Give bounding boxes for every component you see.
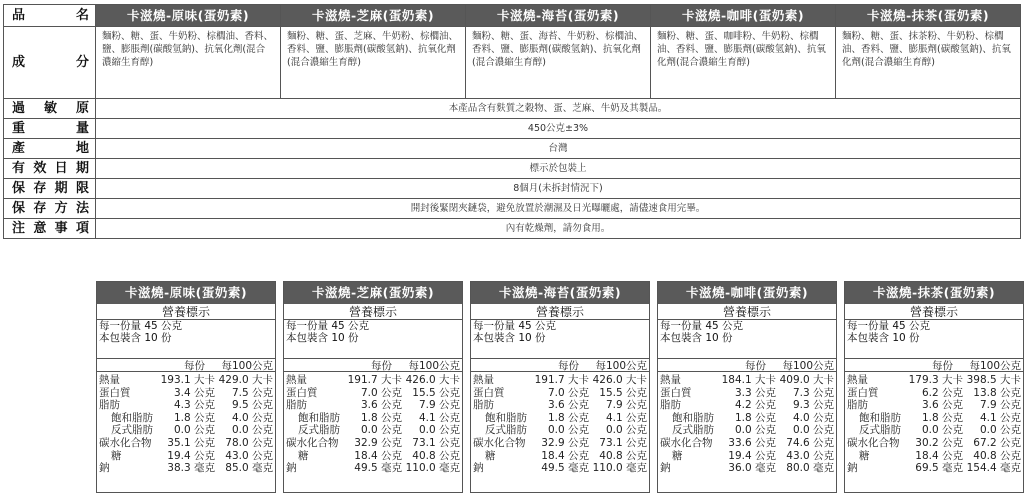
per-100g-value: 74.6 公克 bbox=[786, 436, 834, 449]
per-serving-value: 191.7 大卡 bbox=[347, 374, 402, 386]
nutrient-label: 反式脂肪 bbox=[298, 424, 340, 437]
product-name-cell: 卡滋燒-咖啡(蛋奶素) bbox=[651, 5, 836, 27]
nutrient-row bbox=[471, 450, 649, 463]
storage-value: 開封後緊閉夾鏈袋，避免放置於潮濕及日光曝曬處，請儘速食用完畢。 bbox=[96, 199, 1021, 219]
per-100g-value: 4.1 公克 bbox=[979, 411, 1021, 424]
nutrition-panel bbox=[283, 281, 463, 493]
weight-label: 重量 bbox=[4, 119, 96, 139]
per-100g-value: 40.8 公克 bbox=[412, 449, 460, 462]
per-serving-value: 18.4 公克 bbox=[541, 449, 589, 462]
nutrient-label: 糖 bbox=[111, 449, 122, 462]
per-100g-value: 80.0 毫克 bbox=[786, 462, 834, 475]
product-name-cell: 卡滋燒-海苔(蛋奶素) bbox=[466, 5, 651, 27]
per-serving-header: 每份 bbox=[745, 360, 766, 372]
servings-per-package: 本包裝含 10 份 bbox=[99, 332, 172, 344]
nutrient-label: 糖 bbox=[298, 449, 309, 462]
per-100g-value: 110.0 毫克 bbox=[592, 462, 647, 475]
per-100g-value: 0.0 公克 bbox=[979, 424, 1021, 437]
panel-product-name: 卡滋燒-芝麻(蛋奶素) bbox=[284, 282, 462, 304]
per-100g-header: 每100公克 bbox=[969, 360, 1021, 372]
nutrient-label: 鈉 bbox=[473, 462, 484, 475]
nutrient-label: 飽和脂肪 bbox=[485, 411, 527, 424]
nutrient-row bbox=[658, 399, 836, 412]
nutrient-label: 脂肪 bbox=[473, 399, 494, 412]
per-serving-value: 0.0 公克 bbox=[734, 424, 776, 437]
per-serving-value: 30.2 公克 bbox=[915, 436, 963, 449]
per-serving-value: 18.4 公克 bbox=[354, 449, 402, 462]
nutrient-row bbox=[658, 437, 836, 450]
serving-size: 每一份量 45 公克 bbox=[286, 320, 370, 332]
per-100g-value: 9.3 公克 bbox=[792, 399, 834, 412]
nutrition-column-header bbox=[471, 358, 649, 372]
panel-product-name: 卡滋燒-原味(蛋奶素) bbox=[97, 282, 275, 304]
nutrient-row bbox=[658, 462, 836, 475]
per-100g-value: 398.5 大卡 bbox=[966, 374, 1021, 386]
per-serving-value: 191.7 大卡 bbox=[534, 374, 589, 386]
ingredients-cell: 麵粉、糖、蛋、牛奶粉、棕櫚油、香料、鹽、膨脹劑(碳酸氫鈉)、抗氧化劑(混合濃縮生育醇) bbox=[96, 27, 281, 99]
nutrient-row bbox=[658, 424, 836, 437]
nutrition-panel bbox=[844, 281, 1024, 493]
per-serving-value: 1.8 公克 bbox=[547, 411, 589, 424]
per-serving-value: 6.2 公克 bbox=[921, 386, 963, 399]
per-serving-header: 每份 bbox=[371, 360, 392, 372]
nutrient-row bbox=[471, 387, 649, 400]
weight-row bbox=[4, 119, 1021, 139]
per-serving-value: 18.4 公克 bbox=[915, 449, 963, 462]
product-name-cell: 卡滋燒-抹茶(蛋奶素) bbox=[836, 5, 1021, 27]
nutrition-panel bbox=[96, 281, 276, 493]
per-serving-value: 32.9 公克 bbox=[354, 436, 402, 449]
nutrient-row bbox=[97, 399, 275, 412]
nutrition-title: 營養標示 bbox=[97, 304, 275, 320]
per-100g-value: 73.1 公克 bbox=[599, 436, 647, 449]
nutrient-row bbox=[845, 450, 1023, 463]
nutrient-label: 熱量 bbox=[473, 374, 494, 386]
nutrition-panel bbox=[657, 281, 837, 493]
per-serving-value: 0.0 公克 bbox=[173, 424, 215, 437]
per-serving-value: 49.5 毫克 bbox=[354, 462, 402, 475]
per-serving-value: 4.2 公克 bbox=[734, 399, 776, 412]
per-serving-header: 每份 bbox=[558, 360, 579, 372]
nutrient-row bbox=[845, 399, 1023, 412]
nutrient-row bbox=[97, 424, 275, 437]
per-serving-value: 1.8 公克 bbox=[734, 411, 776, 424]
nutrient-row bbox=[471, 412, 649, 425]
weight-value: 450公克±3% bbox=[96, 119, 1021, 139]
nutrient-row bbox=[471, 374, 649, 387]
nutrition-title: 營養標示 bbox=[658, 304, 836, 320]
per-100g-value: 426.0 大卡 bbox=[592, 374, 647, 386]
nutrition-column-header bbox=[845, 358, 1023, 372]
nutrient-row bbox=[658, 387, 836, 400]
allergen-label: 過敏原 bbox=[4, 99, 96, 119]
nutrient-label: 蛋白質 bbox=[473, 386, 505, 399]
nutrient-label: 飽和脂肪 bbox=[859, 411, 901, 424]
nutrient-row bbox=[845, 374, 1023, 387]
nutrient-rows bbox=[97, 372, 275, 475]
panel-product-name: 卡滋燒-海苔(蛋奶素) bbox=[471, 282, 649, 304]
notes-row bbox=[4, 219, 1021, 239]
nutrient-row bbox=[97, 374, 275, 387]
per-100g-value: 4.1 公克 bbox=[605, 411, 647, 424]
per-serving-value: 3.6 公克 bbox=[547, 399, 589, 412]
nutrient-label: 碳水化合物 bbox=[473, 436, 526, 449]
per-serving-value: 184.1 大卡 bbox=[721, 374, 776, 386]
nutrient-label: 脂肪 bbox=[660, 399, 681, 412]
nutrient-row bbox=[284, 437, 462, 450]
nutrient-row bbox=[97, 387, 275, 400]
nutrition-column-header bbox=[658, 358, 836, 372]
per-serving-header: 每份 bbox=[932, 360, 953, 372]
nutrient-label: 糖 bbox=[485, 449, 496, 462]
serving-size: 每一份量 45 公克 bbox=[847, 320, 931, 332]
per-100g-value: 110.0 毫克 bbox=[405, 462, 460, 475]
nutrition-title: 營養標示 bbox=[284, 304, 462, 320]
per-100g-value: 7.9 公克 bbox=[979, 399, 1021, 412]
per-serving-value: 33.6 公克 bbox=[728, 436, 776, 449]
per-100g-value: 7.5 公克 bbox=[231, 386, 273, 399]
origin-value: 台灣 bbox=[96, 139, 1021, 159]
per-serving-value: 49.5 毫克 bbox=[541, 462, 589, 475]
per-100g-value: 0.0 公克 bbox=[231, 424, 273, 437]
nutrient-row bbox=[658, 450, 836, 463]
shelf-life-row bbox=[4, 179, 1021, 199]
per-100g-value: 7.9 公克 bbox=[418, 399, 460, 412]
per-100g-value: 78.0 公克 bbox=[225, 436, 273, 449]
nutrient-label: 飽和脂肪 bbox=[111, 411, 153, 424]
serving-size: 每一份量 45 公克 bbox=[660, 320, 744, 332]
nutrient-label: 碳水化合物 bbox=[286, 436, 339, 449]
per-100g-header: 每100公克 bbox=[221, 360, 273, 372]
servings-per-package: 本包裝含 10 份 bbox=[660, 332, 733, 344]
nutrient-label: 鈉 bbox=[286, 462, 297, 475]
shelf-life-value: 8個月(未拆封情況下) bbox=[96, 179, 1021, 199]
nutrient-label: 碳水化合物 bbox=[660, 436, 713, 449]
per-serving-value: 3.3 公克 bbox=[734, 386, 776, 399]
allergen-row bbox=[4, 99, 1021, 119]
per-100g-value: 0.0 公克 bbox=[418, 424, 460, 437]
storage-row bbox=[4, 199, 1021, 219]
per-serving-value: 0.0 公克 bbox=[547, 424, 589, 437]
per-100g-value: 4.1 公克 bbox=[418, 411, 460, 424]
per-100g-value: 15.5 公克 bbox=[412, 386, 460, 399]
nutrition-title: 營養標示 bbox=[471, 304, 649, 320]
ingredients-label: 成分 bbox=[4, 27, 96, 99]
origin-row bbox=[4, 139, 1021, 159]
nutrient-label: 糖 bbox=[672, 449, 683, 462]
per-serving-value: 1.8 公克 bbox=[921, 411, 963, 424]
product-spec-table bbox=[3, 4, 1021, 239]
per-serving-value: 19.4 公克 bbox=[728, 449, 776, 462]
per-serving-value: 0.0 公克 bbox=[360, 424, 402, 437]
nutrient-row bbox=[284, 424, 462, 437]
nutrient-label: 脂肪 bbox=[99, 399, 120, 412]
nutrient-rows bbox=[845, 372, 1023, 475]
per-100g-value: 13.8 公克 bbox=[973, 386, 1021, 399]
nutrient-label: 反式脂肪 bbox=[485, 424, 527, 437]
per-100g-value: 9.5 公克 bbox=[231, 399, 273, 412]
nutrient-rows bbox=[658, 372, 836, 475]
nutrition-title: 營養標示 bbox=[845, 304, 1023, 320]
per-serving-value: 3.4 公克 bbox=[173, 386, 215, 399]
servings-per-package: 本包裝含 10 份 bbox=[286, 332, 359, 344]
per-serving-value: 179.3 大卡 bbox=[908, 374, 963, 386]
nutrient-label: 碳水化合物 bbox=[847, 436, 900, 449]
nutrient-row bbox=[845, 412, 1023, 425]
per-serving-value: 36.0 毫克 bbox=[728, 462, 776, 475]
servings-per-package: 本包裝含 10 份 bbox=[847, 332, 920, 344]
nutrient-row bbox=[845, 387, 1023, 400]
per-serving-value: 3.6 公克 bbox=[921, 399, 963, 412]
nutrient-label: 鈉 bbox=[660, 462, 671, 475]
nutrient-label: 鈉 bbox=[99, 462, 110, 475]
nutrient-label: 碳水化合物 bbox=[99, 436, 152, 449]
panel-product-name: 卡滋燒-咖啡(蛋奶素) bbox=[658, 282, 836, 304]
per-serving-value: 3.6 公克 bbox=[360, 399, 402, 412]
expiry-row bbox=[4, 159, 1021, 179]
nutrient-label: 蛋白質 bbox=[99, 386, 131, 399]
product-name-cell: 卡滋燒-芝麻(蛋奶素) bbox=[281, 5, 466, 27]
nutrient-row bbox=[97, 462, 275, 475]
panel-product-name: 卡滋燒-抹茶(蛋奶素) bbox=[845, 282, 1023, 304]
expiry-value: 標示於包裝上 bbox=[96, 159, 1021, 179]
nutrient-row bbox=[845, 462, 1023, 475]
nutrient-row bbox=[284, 450, 462, 463]
nutrition-column-header bbox=[97, 358, 275, 372]
name-label: 品名 bbox=[4, 5, 96, 27]
nutrient-label: 鈉 bbox=[847, 462, 858, 475]
notes-value: 內有乾燥劑，請勿食用。 bbox=[96, 219, 1021, 239]
nutrient-row bbox=[284, 387, 462, 400]
per-100g-value: 15.5 公克 bbox=[599, 386, 647, 399]
nutrient-row bbox=[284, 374, 462, 387]
per-serving-value: 19.4 公克 bbox=[167, 449, 215, 462]
nutrient-row bbox=[471, 437, 649, 450]
servings-per-package: 本包裝含 10 份 bbox=[473, 332, 546, 344]
origin-label: 產地 bbox=[4, 139, 96, 159]
per-100g-header: 每100公克 bbox=[595, 360, 647, 372]
nutrient-label: 飽和脂肪 bbox=[672, 411, 714, 424]
nutrient-row bbox=[845, 437, 1023, 450]
per-serving-value: 7.0 公克 bbox=[547, 386, 589, 399]
nutrient-row bbox=[284, 399, 462, 412]
nutrient-rows bbox=[471, 372, 649, 475]
per-serving-value: 35.1 公克 bbox=[167, 436, 215, 449]
per-100g-value: 154.4 毫克 bbox=[966, 462, 1021, 475]
allergen-value: 本產品含有麩質之穀物、蛋、芝麻、牛奶及其製品。 bbox=[96, 99, 1021, 119]
expiry-label: 有效日期 bbox=[4, 159, 96, 179]
nutrition-column-header bbox=[284, 358, 462, 372]
per-100g-value: 409.0 大卡 bbox=[779, 374, 834, 386]
nutrient-row bbox=[658, 374, 836, 387]
per-100g-value: 0.0 公克 bbox=[605, 424, 647, 437]
serving-size: 每一份量 45 公克 bbox=[473, 320, 557, 332]
per-serving-value: 1.8 公克 bbox=[173, 411, 215, 424]
per-100g-value: 43.0 公克 bbox=[225, 449, 273, 462]
ingredients-row bbox=[4, 27, 1021, 99]
nutrient-label: 糖 bbox=[859, 449, 870, 462]
per-serving-value: 32.9 公克 bbox=[541, 436, 589, 449]
nutrient-row bbox=[97, 412, 275, 425]
nutrient-row bbox=[471, 399, 649, 412]
notes-label: 注意事項 bbox=[4, 219, 96, 239]
per-100g-header: 每100公克 bbox=[408, 360, 460, 372]
nutrient-row bbox=[658, 412, 836, 425]
nutrient-label: 脂肪 bbox=[847, 399, 868, 412]
nutrient-label: 脂肪 bbox=[286, 399, 307, 412]
per-100g-value: 40.8 公克 bbox=[973, 449, 1021, 462]
per-100g-value: 7.9 公克 bbox=[605, 399, 647, 412]
nutrient-label: 熱量 bbox=[99, 374, 120, 386]
nutrient-row bbox=[471, 462, 649, 475]
per-100g-value: 43.0 公克 bbox=[786, 449, 834, 462]
nutrient-label: 反式脂肪 bbox=[859, 424, 901, 437]
ingredients-cell: 麵粉、糖、蛋、海苔、牛奶粉、棕櫚油、香料、鹽、膨脹劑(碳酸氫鈉)、抗氧化劑(混合濃縮生育醇) bbox=[466, 27, 651, 99]
storage-label: 保存方法 bbox=[4, 199, 96, 219]
nutrient-row bbox=[471, 424, 649, 437]
per-100g-value: 429.0 大卡 bbox=[218, 374, 273, 386]
nutrient-label: 熱量 bbox=[660, 374, 681, 386]
nutrient-label: 反式脂肪 bbox=[111, 424, 153, 437]
per-serving-value: 38.3 毫克 bbox=[167, 462, 215, 475]
per-100g-value: 85.0 毫克 bbox=[225, 462, 273, 475]
per-serving-value: 7.0 公克 bbox=[360, 386, 402, 399]
ingredients-cell: 麵粉、糖、蛋、咖啡粉、牛奶粉、棕櫚油、香料、鹽、膨脹劑(碳酸氫鈉)、抗氧化劑(混合濃縮生育醇) bbox=[651, 27, 836, 99]
nutrient-label: 熱量 bbox=[286, 374, 307, 386]
nutrient-label: 蛋白質 bbox=[286, 386, 318, 399]
per-100g-value: 426.0 大卡 bbox=[405, 374, 460, 386]
nutrient-label: 蛋白質 bbox=[660, 386, 692, 399]
nutrient-row bbox=[845, 424, 1023, 437]
product-name-row bbox=[4, 5, 1021, 27]
per-serving-value: 1.8 公克 bbox=[360, 411, 402, 424]
nutrition-panel bbox=[470, 281, 650, 493]
nutrient-row bbox=[284, 412, 462, 425]
nutrient-rows bbox=[284, 372, 462, 475]
per-100g-value: 73.1 公克 bbox=[412, 436, 460, 449]
serving-size: 每一份量 45 公克 bbox=[99, 320, 183, 332]
per-serving-value: 4.3 公克 bbox=[173, 399, 215, 412]
nutrient-label: 反式脂肪 bbox=[672, 424, 714, 437]
nutrient-label: 熱量 bbox=[847, 374, 868, 386]
nutrient-label: 蛋白質 bbox=[847, 386, 879, 399]
nutrient-row bbox=[97, 437, 275, 450]
nutrient-label: 飽和脂肪 bbox=[298, 411, 340, 424]
shelf-life-label: 保存期限 bbox=[4, 179, 96, 199]
per-100g-value: 4.0 公克 bbox=[231, 411, 273, 424]
per-serving-value: 193.1 大卡 bbox=[160, 374, 215, 386]
nutrient-row bbox=[284, 462, 462, 475]
per-100g-value: 7.3 公克 bbox=[792, 386, 834, 399]
ingredients-cell: 麵粉、糖、蛋、芝麻、牛奶粉、棕櫚油、香料、鹽、膨脹劑(碳酸氫鈉)、抗氧化劑(混合濃縮生育醇) bbox=[281, 27, 466, 99]
per-serving-header: 每份 bbox=[184, 360, 205, 372]
per-100g-value: 67.2 公克 bbox=[973, 436, 1021, 449]
per-100g-value: 40.8 公克 bbox=[599, 449, 647, 462]
ingredients-cell: 麵粉、糖、蛋、抹茶粉、牛奶粉、棕櫚油、香料、鹽、膨脹劑(碳酸氫鈉)、抗氧化劑(混合濃縮生育醇) bbox=[836, 27, 1021, 99]
per-serving-value: 0.0 公克 bbox=[921, 424, 963, 437]
per-100g-header: 每100公克 bbox=[782, 360, 834, 372]
per-100g-value: 0.0 公克 bbox=[792, 424, 834, 437]
per-100g-value: 4.0 公克 bbox=[792, 411, 834, 424]
per-serving-value: 69.5 毫克 bbox=[915, 462, 963, 475]
nutrient-row bbox=[97, 450, 275, 463]
product-name-cell: 卡滋燒-原味(蛋奶素) bbox=[96, 5, 281, 27]
